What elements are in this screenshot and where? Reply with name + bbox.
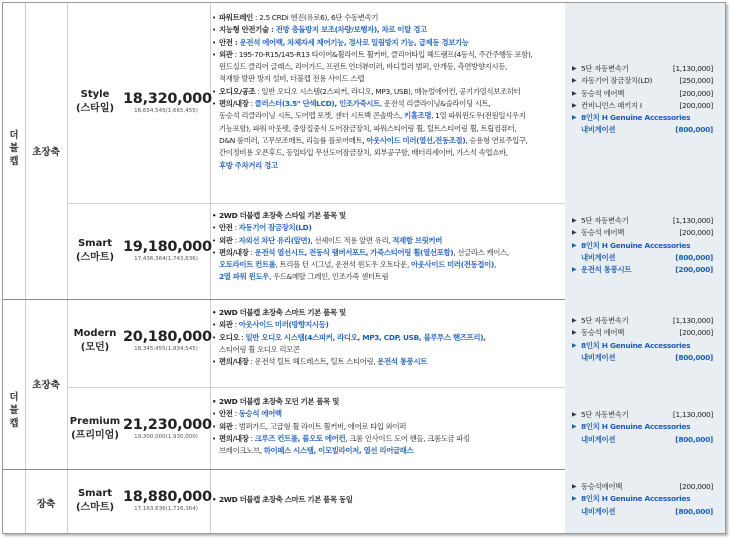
feature-item: • 지능형 안전기술 : 전방 충돌방지 보조(차량/보행자), 차로 이탈 경고 <box>212 24 533 36</box>
feature-list: • 2WD 더블캡 초장축 스마트 기본 품목 및 • 외관 : 아웃사이드 미러(방향지시등) • 오디오 : 일반 오디오 시스템(4스피커, 라디오, MP3, CDP, USB, 블루투스 핸즈프리), 스티어링 휠 오디오 리모콘 • 편의/내장 : 운전석 틸트 헤드레스트, 틸트 스티어링, 운전석 통풍시트 <box>212 307 486 368</box>
arrow-icon: ▶ <box>572 411 577 418</box>
trim-price: 18,320,000 16,654,545(1,665,455) <box>123 91 212 114</box>
trim-row-modern <box>67 299 726 387</box>
arrow-icon: ▶ <box>572 65 577 72</box>
feature-item: • 오디오/공조 : 일반 오디오 시스템(2스피커, 라디오, MP3, USB), 매뉴얼에어컨, 공기가열식보조히터 <box>212 86 533 98</box>
arrow-icon: ▶ <box>572 317 577 324</box>
option-item-cont: 내비게이션 [800,000] <box>581 434 713 444</box>
trim-price: 18,880,000 17,163,636(1,716,364) <box>123 489 212 512</box>
option-item: ▶ 5단 자동변속기 [1,130,000] <box>565 63 726 75</box>
trim-price: 20,180,000 18,345,455(1,834,545) <box>123 329 212 352</box>
arrow-icon: ▶ <box>572 101 577 109</box>
feature-item: • 외관 : 아웃사이드 미러(방향지시등) <box>212 319 486 331</box>
feature-item: • 안전 : 운전석 에어백, 차체자세 제어기능, 경사로 밀림방지 기능, 급제동 경보기능 <box>212 37 533 49</box>
feature-list: • 2WD 더블캡 초장축 모던 기본 품목 및 • 안전 : 동승석 에어백 • 외관 : 범퍼가드, 고급형 휠 라이트 휠커버, 에어로 타입 와이퍼 • 편의/내장 : 크루즈 컨트롤, 풀오토 에어컨, 크롬 인사이드 도어 핸들, 크롬도금 파킹 브레이크노브, 하이패스 시스템, 이모빌라이저, 열선 리어글래스 <box>212 396 470 457</box>
arrow-icon: ▶ <box>572 229 577 237</box>
option-item: ▶ 컨비니언스 패키지 Ⅰ [200,000] <box>565 100 726 112</box>
feature-list <box>212 494 353 506</box>
option-item-cont: 내비게이션 [800,000] <box>581 506 713 516</box>
trim-row-premium <box>67 387 726 469</box>
feature-item: • 외관 : 자외선 차단 유리(앞면), 선셰이드 적용 앞면 유리, 적재함 브릿커버 <box>212 235 509 247</box>
option-item: ▶ 8인치 H Genuine Accessories <box>565 421 726 433</box>
option-item: ▶ 8인치 H Genuine Accessories <box>565 112 726 124</box>
option-item: ▶ 동승석 에어백 [200,000] <box>565 327 726 339</box>
arrow-icon: ▶ <box>572 89 577 97</box>
option-item: ▶ 8인치 H Genuine Accessories <box>565 493 726 505</box>
feature-item: • 2WD 더블캡 초장축 모던 기본 품목 및 <box>212 396 470 408</box>
feature-item: • 2WD 더블캡 초장축 스타일 기본 품목 및 <box>212 210 509 222</box>
feature-item: • 안전 : 자동기어 잠금장치(LD) <box>212 222 509 234</box>
arrow-icon: ▶ <box>572 483 577 490</box>
option-item: ▶ 자동기어 잠금장치(LD) [250,000] <box>565 75 726 87</box>
option-item: ▶ 5단 자동변속기 [1,130,000] <box>565 315 726 327</box>
arrow-icon: ▶ <box>572 423 577 431</box>
option-item-cont: 내비게이션 [800,000] <box>581 252 713 262</box>
option-list <box>565 299 726 387</box>
feature-item: • 안전 : 동승석 에어백 <box>212 408 470 420</box>
feature-item: • 외관 : 195-70-R15/145-R13 타이어&휠라이트 휠커버, 클리어타입 헤드램프(4등식, 주간주행등 포함), <box>212 49 533 61</box>
group-label-double-cab-1: 더 블 캡 <box>9 130 19 167</box>
grid-divider <box>25 3 26 534</box>
feature-item: • 오디오 : 일반 오디오 시스템(4스피커, 라디오, MP3, CDP, USB, 블루투스 핸즈프리), <box>212 332 486 344</box>
option-item-cont: 내비게이션 [800,000] <box>581 352 713 362</box>
option-list <box>565 387 726 469</box>
sub-label-extra-long-2: 초장축 <box>32 380 60 391</box>
price-table <box>2 2 726 534</box>
option-item: ▶ 동승석 에어백 [200,000] <box>565 88 726 100</box>
option-item: ▶ 5단 자동변속기 [1,130,000] <box>565 215 726 227</box>
feature-item: • 2WD 더블캡 초장축 스마트 기본 품목 동일 <box>212 494 353 506</box>
feature-item: • 편의/내장 : 운전석 열선시트, 전동식 램버서포트, 가죽스티어링 휠(열선포함), 선글라스 케이스, <box>212 247 509 259</box>
group-label-double-cab-2: 더 블 캡 <box>9 392 19 429</box>
trim-price: 19,180,000 17,436,364(1,743,636) <box>123 239 212 262</box>
trim-name: Smart (스마트) <box>75 488 115 513</box>
arrow-icon: ▶ <box>572 241 577 249</box>
sub-label-long: 장축 <box>36 499 56 510</box>
feature-list: • 2WD 더블캡 초장축 스타일 기본 품목 및 • 안전 : 자동기어 잠금장치(LD) • 외관 : 자외선 차단 유리(앞면), 선셰이드 적용 앞면 유리, 적재함 브릿커버 • 편의/내장 : 운전석 열선시트, 전동식 램버서포트, 가죽스티어링 휠(열선포함), 선글라스 케이스, 오토라이트 컨트롤, 트리플 턴 시그널, 운전석 윈도우 오토다운, 아웃사이드 미러(전동접이), 2열 파워 윈도우, 우드&메탈 그레인, 인조가죽 센터트림 <box>212 210 509 284</box>
trim-name: Premium (프리미엄) <box>69 416 121 441</box>
feature-list: • 파워트레인 : 2.5 CRDi 엔진(유로6), 6단 수동변속기 • 지능형 안전기술 : 전방 충돌방지 보조(차량/보행자), 차로 이탈 경고 • 안전 : 운전석 에어백, 차체자세 제어기능, 경사로 밀림방지 기능, 급제동 경보기능 • 외관 : 195-70-R15/145-R13 타이어&휠라이트 휠커버, 클리어타입 헤드램프(4등식, 주간주행등 포함), 윈드실드 클리어 글래스, 리어가드, 프런트 언더뷰미러, 바디컬러 범퍼, 안개등, 측면방향지시등, 적재함 발판 방지 설비, 더블캡 전용 사이드 스텝 • 오디오/공조 : 일반 오디오 시스템(2스피커, 라디오, MP3, USB), 매뉴얼에어컨, 공기가열식보조히터 • 편의/내장 : 클러스터(3.5" 단색LCD), 인조가죽시트, 운전석 리클라이닝&슬라이딩 시트, 동승석 리클라이닝 시트, 도어맵 포켓, 센터 시트백 콘솔박스, 키홀조명, 1열 파워윈도우(전원일시우지 기능포함), 파워 아웃렛, 중앙집중식 도어잠금장치, 파워스티어링 휠, 틸트스티어링 휠, 트립컴퓨터, D&N 룸미러, 고무보조매트, 리놀륨 플로어매트, 아웃사이드 미러(열선,전동조절), 승용형 연료주입구, 간이정비용 오픈후드, 동일타입 무선도어잠금장치, 외부공구함, 배터리세이버, 가스식 속업쇼바, 후방 주차거리 경고 <box>212 12 533 172</box>
option-list <box>565 3 726 203</box>
arrow-icon: ▶ <box>572 341 577 349</box>
option-list <box>565 469 726 534</box>
option-item: ▶ 동승석 에어백 [200,000] <box>565 227 726 239</box>
feature-item: • 편의/내장 : 크루즈 컨트롤, 풀오토 에어컨, 크롬 인사이드 도어 핸들, 크롬도금 파킹 <box>212 433 470 445</box>
trim-row-smart <box>67 203 726 299</box>
sub-label-extra-long-1: 초장축 <box>32 147 60 158</box>
trim-name: Smart (스마트) <box>75 238 115 263</box>
option-list <box>565 203 726 299</box>
option-item: ▶ 동승석에어백 [200,000] <box>565 481 726 493</box>
feature-item: • 편의/내장 : 운전석 틸트 헤드레스트, 틸트 스티어링, 운전석 통풍시트 <box>212 356 486 368</box>
trim-row-smart-long <box>67 469 726 534</box>
option-item-cont: 내비게이션 [800,000] <box>581 125 713 135</box>
arrow-icon: ▶ <box>572 495 577 503</box>
arrow-icon: ▶ <box>572 77 577 85</box>
trim-row-style <box>67 3 726 203</box>
option-item: ▶ 8인치 H Genuine Accessories <box>565 340 726 352</box>
option-item: ▶ 5단 자동변속기 [1,130,000] <box>565 409 726 421</box>
arrow-icon: ▶ <box>572 329 577 337</box>
trim-name: Modern (모던) <box>73 328 117 353</box>
arrow-icon: ▶ <box>572 114 577 122</box>
feature-item: • 2WD 더블캡 초장축 스마트 기본 품목 및 <box>212 307 486 319</box>
trim-name: Style (스타일) <box>75 89 115 114</box>
option-item: ▶ 8인치 H Genuine Accessories <box>565 240 726 252</box>
option-item: ▶ 운전석 통풍시트 [200,000] <box>565 264 726 276</box>
feature-item: • 외관 : 범퍼가드, 고급형 휠 라이트 휠커버, 에어로 타입 와이퍼 <box>212 421 470 433</box>
trim-price: 21,230,000 19,300,000(1,930,000) <box>123 417 212 440</box>
arrow-icon: ▶ <box>572 217 577 224</box>
feature-item: • 편의/내장 : 클러스터(3.5" 단색LCD), 인조가죽시트, 운전석 리클라이닝&슬라이딩 시트, <box>212 98 533 110</box>
arrow-icon: ▶ <box>572 266 577 274</box>
feature-item: • 파워트레인 : 2.5 CRDi 엔진(유로6), 6단 수동변속기 <box>212 12 533 24</box>
